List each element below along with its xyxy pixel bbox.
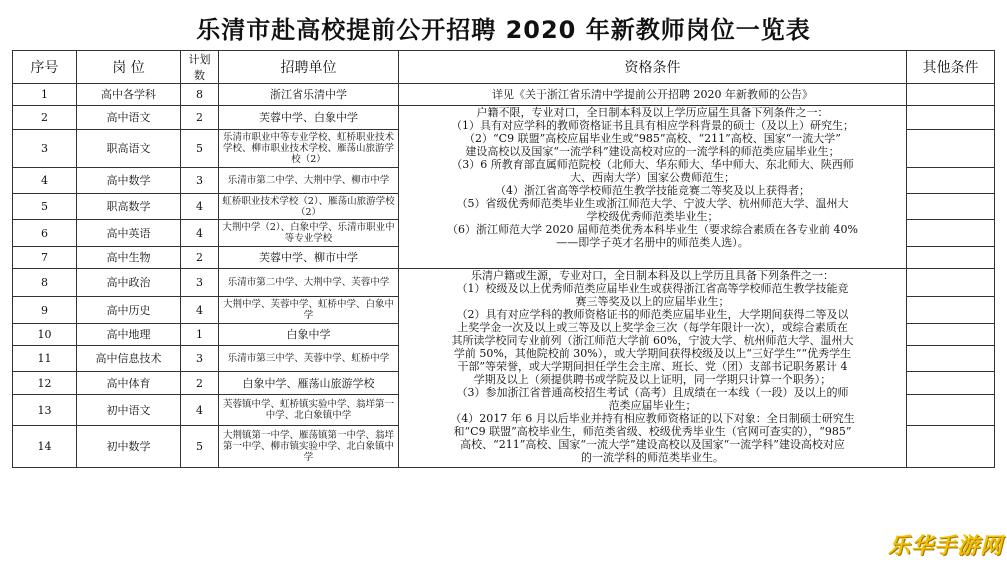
row-count: 5	[181, 130, 219, 168]
qualification-line: （4）2017 年 6 月以后毕业并持有相应教师资格证的以下对象：全日制硕士研究生	[450, 412, 855, 425]
row-unit: 大荆中学（2）、白象中学、乐清市职业中等专业学校	[219, 220, 399, 247]
row-position: 高中政治	[77, 269, 181, 297]
row-other	[907, 324, 995, 346]
row-other	[907, 269, 995, 297]
row-count: 2	[181, 247, 219, 269]
row-count: 8	[181, 84, 219, 106]
qualification-line: （3）参加浙江省普通高校招生考试（高考）且成绩在一本线（一段）及以上的师	[456, 386, 849, 399]
row-unit: 乐清市职业中等专业学校、虹桥职业技术学校、柳市职业技术学校、雁荡山旅游学校（2）	[219, 130, 399, 168]
row-position: 高中地理	[77, 324, 181, 346]
row-position: 职高语文	[77, 130, 181, 168]
qualification-block-b	[399, 269, 907, 468]
row-other	[907, 194, 995, 220]
qualification-line: 户籍不限，专业对口，全日制本科及以上学历应届生具备下列条件之一：	[476, 106, 829, 119]
header-count: 计划数	[181, 51, 219, 84]
row-seq: 5	[13, 194, 77, 220]
row-seq: 11	[13, 346, 77, 372]
header-row	[13, 51, 995, 84]
row-count: 2	[181, 372, 219, 395]
qualification-line: （1）具有对应学科的教师资格证书且具有相应学科背景的硕士（及以上）研究生；	[451, 119, 854, 132]
row-unit: 乐清市第二中学、大荆中学、柳市中学	[219, 168, 399, 194]
qualification-line: （2）具有对应学科的教师资格证书的师范类应届毕业生，大学期间获得二等及以	[456, 308, 849, 321]
table-row	[13, 106, 995, 130]
job-table	[12, 50, 995, 468]
row-unit: 乐清市第二中学、大荆中学、芙蓉中学	[219, 269, 399, 297]
qualification-line: （2）“C9 联盟”高校应届毕业生或“985”高校、“211”高校、国家“一流大学”	[464, 132, 841, 145]
row-unit: 芙蓉镇中学、虹桥镇实验中学、翁垟第一中学、北白象镇中学	[219, 395, 399, 426]
row-other	[907, 426, 995, 468]
row-other	[907, 247, 995, 269]
row-count: 4	[181, 395, 219, 426]
qualification-line: 乐清户籍或生源，专业对口，全日制本科及以上学历且具备下列条件之一：	[471, 269, 834, 282]
header-qualification: 资格条件	[399, 51, 907, 84]
row-other	[907, 106, 995, 130]
row-unit: 浙江省乐清中学	[219, 84, 399, 106]
row-position: 高中体育	[77, 372, 181, 395]
row-count: 4	[181, 194, 219, 220]
qualification-line: 学前 50%，其他院校前 30%），或大学期间获得校级及以上“三好学生”“优秀学生	[453, 347, 852, 360]
qualification-line: 干部”等荣誉，或大学期间担任学生会主席、班长、党（团）支部书记职务累计 4	[457, 360, 848, 373]
qualification-line: 范类应届毕业生；	[608, 399, 697, 412]
row-position: 初中数学	[77, 426, 181, 468]
row-count: 1	[181, 324, 219, 346]
header-unit: 招聘单位	[219, 51, 399, 84]
row-seq: 13	[13, 395, 77, 426]
row-seq: 4	[13, 168, 77, 194]
row-position: 初中语文	[77, 395, 181, 426]
qualification-line: ——即学子英才名册中的师范类人选）。	[556, 236, 749, 249]
page-title: 乐清市赴高校提前公开招聘 2020 年新教师岗位一览表	[196, 16, 811, 44]
qualification-line: 学校级优秀师范类毕业生；	[586, 210, 719, 223]
row-seq: 8	[13, 269, 77, 297]
row-other	[907, 130, 995, 168]
row-count: 3	[181, 269, 219, 297]
row-unit: 白象中学、雁荡山旅游学校	[219, 372, 399, 395]
row-other	[907, 372, 995, 395]
qualification-line: 和“C9 联盟”高校毕业生，师范类省级、校级优秀毕业生（官网可查实的），“985”	[453, 425, 852, 438]
row-unit: 乐清市第三中学、芙蓉中学、虹桥中学	[219, 346, 399, 372]
qualification-line: 其所读学校同专业前列（浙江师范大学前 60%，宁波大学、杭州师范大学、温州大	[451, 334, 854, 347]
row-other	[907, 84, 995, 106]
row-count: 4	[181, 220, 219, 247]
row-position: 高中语文	[77, 106, 181, 130]
row-count: 5	[181, 426, 219, 468]
row-count: 4	[181, 297, 219, 324]
table-row	[13, 269, 995, 297]
row-other	[907, 395, 995, 426]
qualification-note	[399, 84, 907, 106]
row-seq: 12	[13, 372, 77, 395]
row-seq: 9	[13, 297, 77, 324]
row-seq: 7	[13, 247, 77, 269]
qualification-line: 大、西南大学）国家公费师范生；	[570, 171, 735, 184]
row-other	[907, 346, 995, 372]
row-position: 高中数学	[77, 168, 181, 194]
qualification-line: 上奖学金一次及以上或三等及以上奖学金三次（每学年限计一次），或综合素质在	[457, 321, 848, 334]
row-position: 高中各学科	[77, 84, 181, 106]
row-unit: 白象中学	[219, 324, 399, 346]
header-other: 其他条件	[907, 51, 995, 84]
row-position: 职高数学	[77, 194, 181, 220]
row-count: 3	[181, 346, 219, 372]
row-position: 高中英语	[77, 220, 181, 247]
row-other	[907, 297, 995, 324]
watermark-logo: 乐华手游网	[887, 534, 1003, 559]
row-position: 高中信息技术	[77, 346, 181, 372]
qualification-line: （5）省级优秀师范类毕业生或浙江师范大学、宁波大学、杭州师范大学、温州大	[456, 197, 849, 210]
row-unit: 芙蓉中学、柳市中学	[219, 247, 399, 269]
row-other	[907, 220, 995, 247]
header-seq: 序号	[13, 51, 77, 84]
qualification-line: （3）6 所教育部直属师范院校（北师大、华东师大、华中师大、东北师大、陕西师	[451, 158, 854, 171]
qualification-line: 的一流学科的师范类毕业生。	[581, 451, 724, 464]
row-unit: 大荆镇第一中学、雁荡镇第一中学、翁垟第一中学、柳市镇实验中学、北白象镇中学	[219, 426, 399, 468]
qualification-line: 学期及以上（须提供聘书或学院及以上证明，同一学期只计算一个职务）；	[473, 373, 832, 386]
table-row	[13, 84, 995, 106]
row-seq: 1	[13, 84, 77, 106]
qualification-note-text: 详见《关于浙江省乐清中学提前公开招聘 2020 年新教师的公告》	[492, 88, 813, 101]
row-seq: 14	[13, 426, 77, 468]
qualification-line: 高校、“211”高校、国家“一流大学”建设高校以及国家“一流学科”建设高校对应	[460, 438, 845, 451]
qualification-line: （4）浙江省高等学校师范生教学技能竞赛二等奖及以上获得者；	[495, 184, 810, 197]
row-seq: 6	[13, 220, 77, 247]
row-position: 高中生物	[77, 247, 181, 269]
row-seq: 2	[13, 106, 77, 130]
row-unit: 芙蓉中学、白象中学	[219, 106, 399, 130]
row-count: 3	[181, 168, 219, 194]
row-count: 2	[181, 106, 219, 130]
qualification-line: 建设高校以及国家“一流学科”建设高校对应的一流学科的师范类应届毕业生；	[465, 145, 840, 158]
header-position: 岗 位	[77, 51, 181, 84]
row-position: 高中历史	[77, 297, 181, 324]
row-seq: 10	[13, 324, 77, 346]
row-seq: 3	[13, 130, 77, 168]
qualification-line: （1）校级及以上优秀师范类应届毕业生或获得浙江省高等学校师范生教学技能竞	[456, 282, 849, 295]
qualification-block-a	[399, 106, 907, 269]
row-other	[907, 168, 995, 194]
row-unit: 虹桥职业技术学校（2）、雁荡山旅游学校（2）	[219, 194, 399, 220]
qualification-line: 赛三等奖及以上的应届毕业生；	[575, 295, 730, 308]
qualification-line: （6）浙江师范大学 2020 届师范类优秀本科毕业生（要求综合素质在各专业前 40%	[447, 223, 858, 236]
row-unit: 大荆中学、芙蓉中学、虹桥中学、白象中学	[219, 297, 399, 324]
